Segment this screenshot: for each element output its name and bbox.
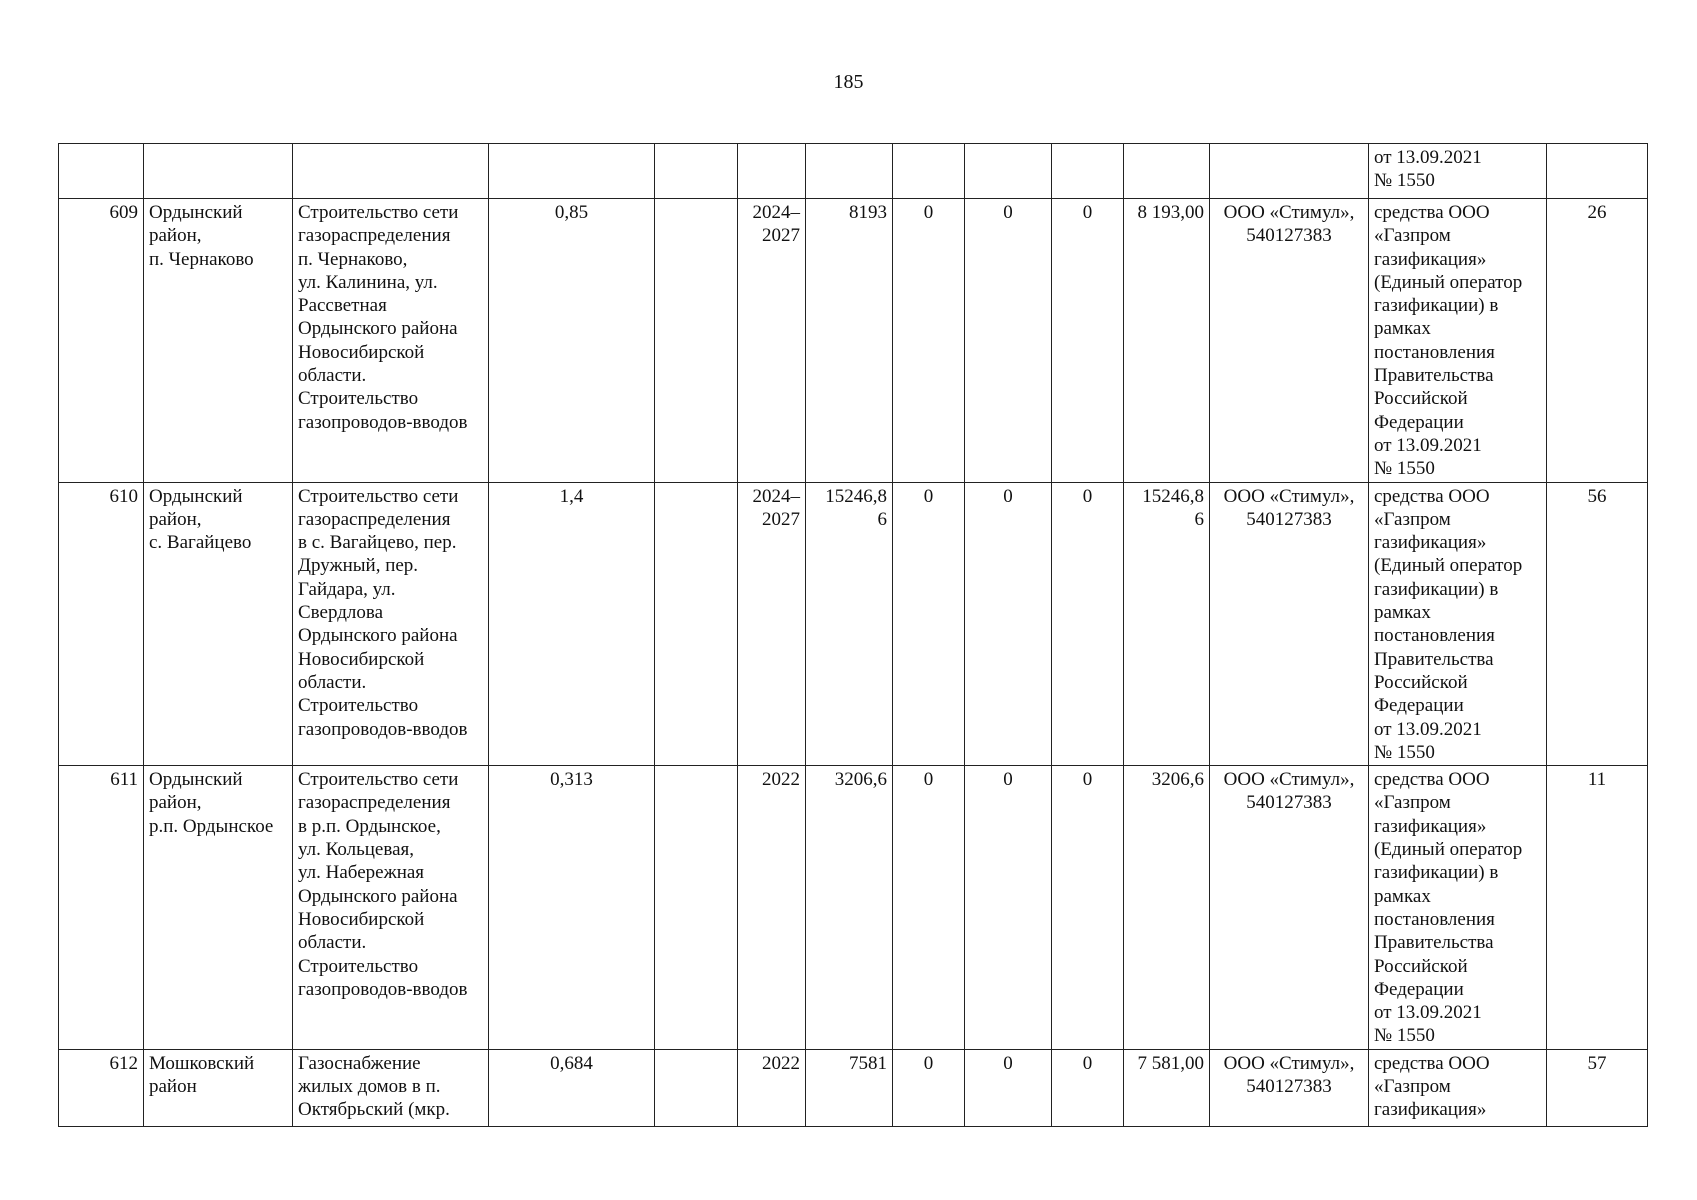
blank-cell xyxy=(655,766,738,1050)
value-cell: 0 xyxy=(1052,1049,1124,1126)
length-cell: 0,684 xyxy=(489,1049,655,1126)
district-cell: Мошковский район xyxy=(144,1049,293,1126)
length-cell: 0,313 xyxy=(489,766,655,1050)
years-cell: 2022 xyxy=(738,766,806,1050)
amount-cell: 15246,8 6 xyxy=(1124,482,1210,766)
description-cell: Строительство сети газораспределения в с. Вагайцево, пер. Дружный, пер. Гайдара, ул. Свердлова Ордынского района Новосибирской области. Строительство газопроводов-вводов xyxy=(293,482,489,766)
table-row-continuation xyxy=(59,144,1648,199)
table-cell xyxy=(489,144,655,199)
district-cell: Ордынский район, с. Вагайцево xyxy=(144,482,293,766)
value-cell: 0 xyxy=(965,1049,1052,1126)
funding-source-cell: средства ООО «Газпром газификация» (Единый оператор газификации) в рамках постановления Правительства Российской Федерации от 13.09.2021 № 1550 xyxy=(1369,482,1547,766)
value-cell: 0 xyxy=(965,199,1052,483)
value-cell: 0 xyxy=(1052,766,1124,1050)
table-row xyxy=(59,199,1648,483)
table-cell xyxy=(1210,144,1369,199)
amount-cell: 7 581,00 xyxy=(1124,1049,1210,1126)
value-cell: 0 xyxy=(893,199,965,483)
count-cell: 26 xyxy=(1547,199,1648,483)
years-cell: 2024– 2027 xyxy=(738,199,806,483)
length-cell: 0,85 xyxy=(489,199,655,483)
funding-source-cell: средства ООО «Газпром газификация» xyxy=(1369,1049,1547,1126)
district-cell: Ордынский район, р.п. Ордынское xyxy=(144,766,293,1050)
funding-source-cell: средства ООО «Газпром газификация» (Единый оператор газификации) в рамках постановления Правительства Российской Федерации от 13.09.2021 № 1550 xyxy=(1369,199,1547,483)
page-number: 185 xyxy=(833,71,864,93)
value-cell: 0 xyxy=(965,766,1052,1050)
length-cell: 1,4 xyxy=(489,482,655,766)
district-cell: Ордынский район, п. Чернаково xyxy=(144,199,293,483)
count-cell: 11 xyxy=(1547,766,1648,1050)
years-cell: 2022 xyxy=(738,1049,806,1126)
table-cell xyxy=(1052,144,1124,199)
executor-cell: ООО «Стимул», 540127383 xyxy=(1210,766,1369,1050)
blank-cell xyxy=(655,199,738,483)
table-cell xyxy=(893,144,965,199)
amount-cell: 8 193,00 xyxy=(1124,199,1210,483)
row-number-cell: 612 xyxy=(59,1049,144,1126)
years-cell: 2024– 2027 xyxy=(738,482,806,766)
funding-source-cell: от 13.09.2021 № 1550 xyxy=(1369,144,1547,199)
table-cell xyxy=(144,144,293,199)
description-cell: Строительство сети газораспределения в р.п. Ордынское, ул. Кольцевая, ул. Набережная Ордынского района Новосибирской области. Строительство газопроводов-вводов xyxy=(293,766,489,1050)
executor-cell: ООО «Стимул», 540127383 xyxy=(1210,199,1369,483)
count-cell: 56 xyxy=(1547,482,1648,766)
row-number-cell: 611 xyxy=(59,766,144,1050)
value-cell: 0 xyxy=(1052,199,1124,483)
amount-cell: 3206,6 xyxy=(1124,766,1210,1050)
table-cell xyxy=(655,144,738,199)
table-cell xyxy=(59,144,144,199)
count-cell: 57 xyxy=(1547,1049,1648,1126)
table-cell xyxy=(1547,144,1648,199)
row-number-cell: 609 xyxy=(59,199,144,483)
description-cell: Строительство сети газораспределения п. Чернаково, ул. Калинина, ул. Рассветная Ордынского района Новосибирской области. Строительство газопроводов-вводов xyxy=(293,199,489,483)
data-table xyxy=(58,143,1648,1127)
table-row xyxy=(59,1049,1648,1126)
table-cell xyxy=(1124,144,1210,199)
funding-source-cell: средства ООО «Газпром газификация» (Единый оператор газификации) в рамках постановления Правительства Российской Федерации от 13.09.2021 № 1550 xyxy=(1369,766,1547,1050)
table-row xyxy=(59,766,1648,1050)
description-cell: Газоснабжение жилых домов в п. Октябрьский (мкр. xyxy=(293,1049,489,1126)
total-cell: 8193 xyxy=(806,199,893,483)
table-cell xyxy=(806,144,893,199)
value-cell: 0 xyxy=(893,482,965,766)
executor-cell: ООО «Стимул», 540127383 xyxy=(1210,1049,1369,1126)
table-cell xyxy=(965,144,1052,199)
table-cell xyxy=(738,144,806,199)
total-cell: 3206,6 xyxy=(806,766,893,1050)
blank-cell xyxy=(655,1049,738,1126)
table-cell xyxy=(293,144,489,199)
total-cell: 7581 xyxy=(806,1049,893,1126)
row-number-cell: 610 xyxy=(59,482,144,766)
value-cell: 0 xyxy=(965,482,1052,766)
value-cell: 0 xyxy=(1052,482,1124,766)
value-cell: 0 xyxy=(893,766,965,1050)
executor-cell: ООО «Стимул», 540127383 xyxy=(1210,482,1369,766)
total-cell: 15246,8 6 xyxy=(806,482,893,766)
blank-cell xyxy=(655,482,738,766)
value-cell: 0 xyxy=(893,1049,965,1126)
table-row xyxy=(59,482,1648,766)
